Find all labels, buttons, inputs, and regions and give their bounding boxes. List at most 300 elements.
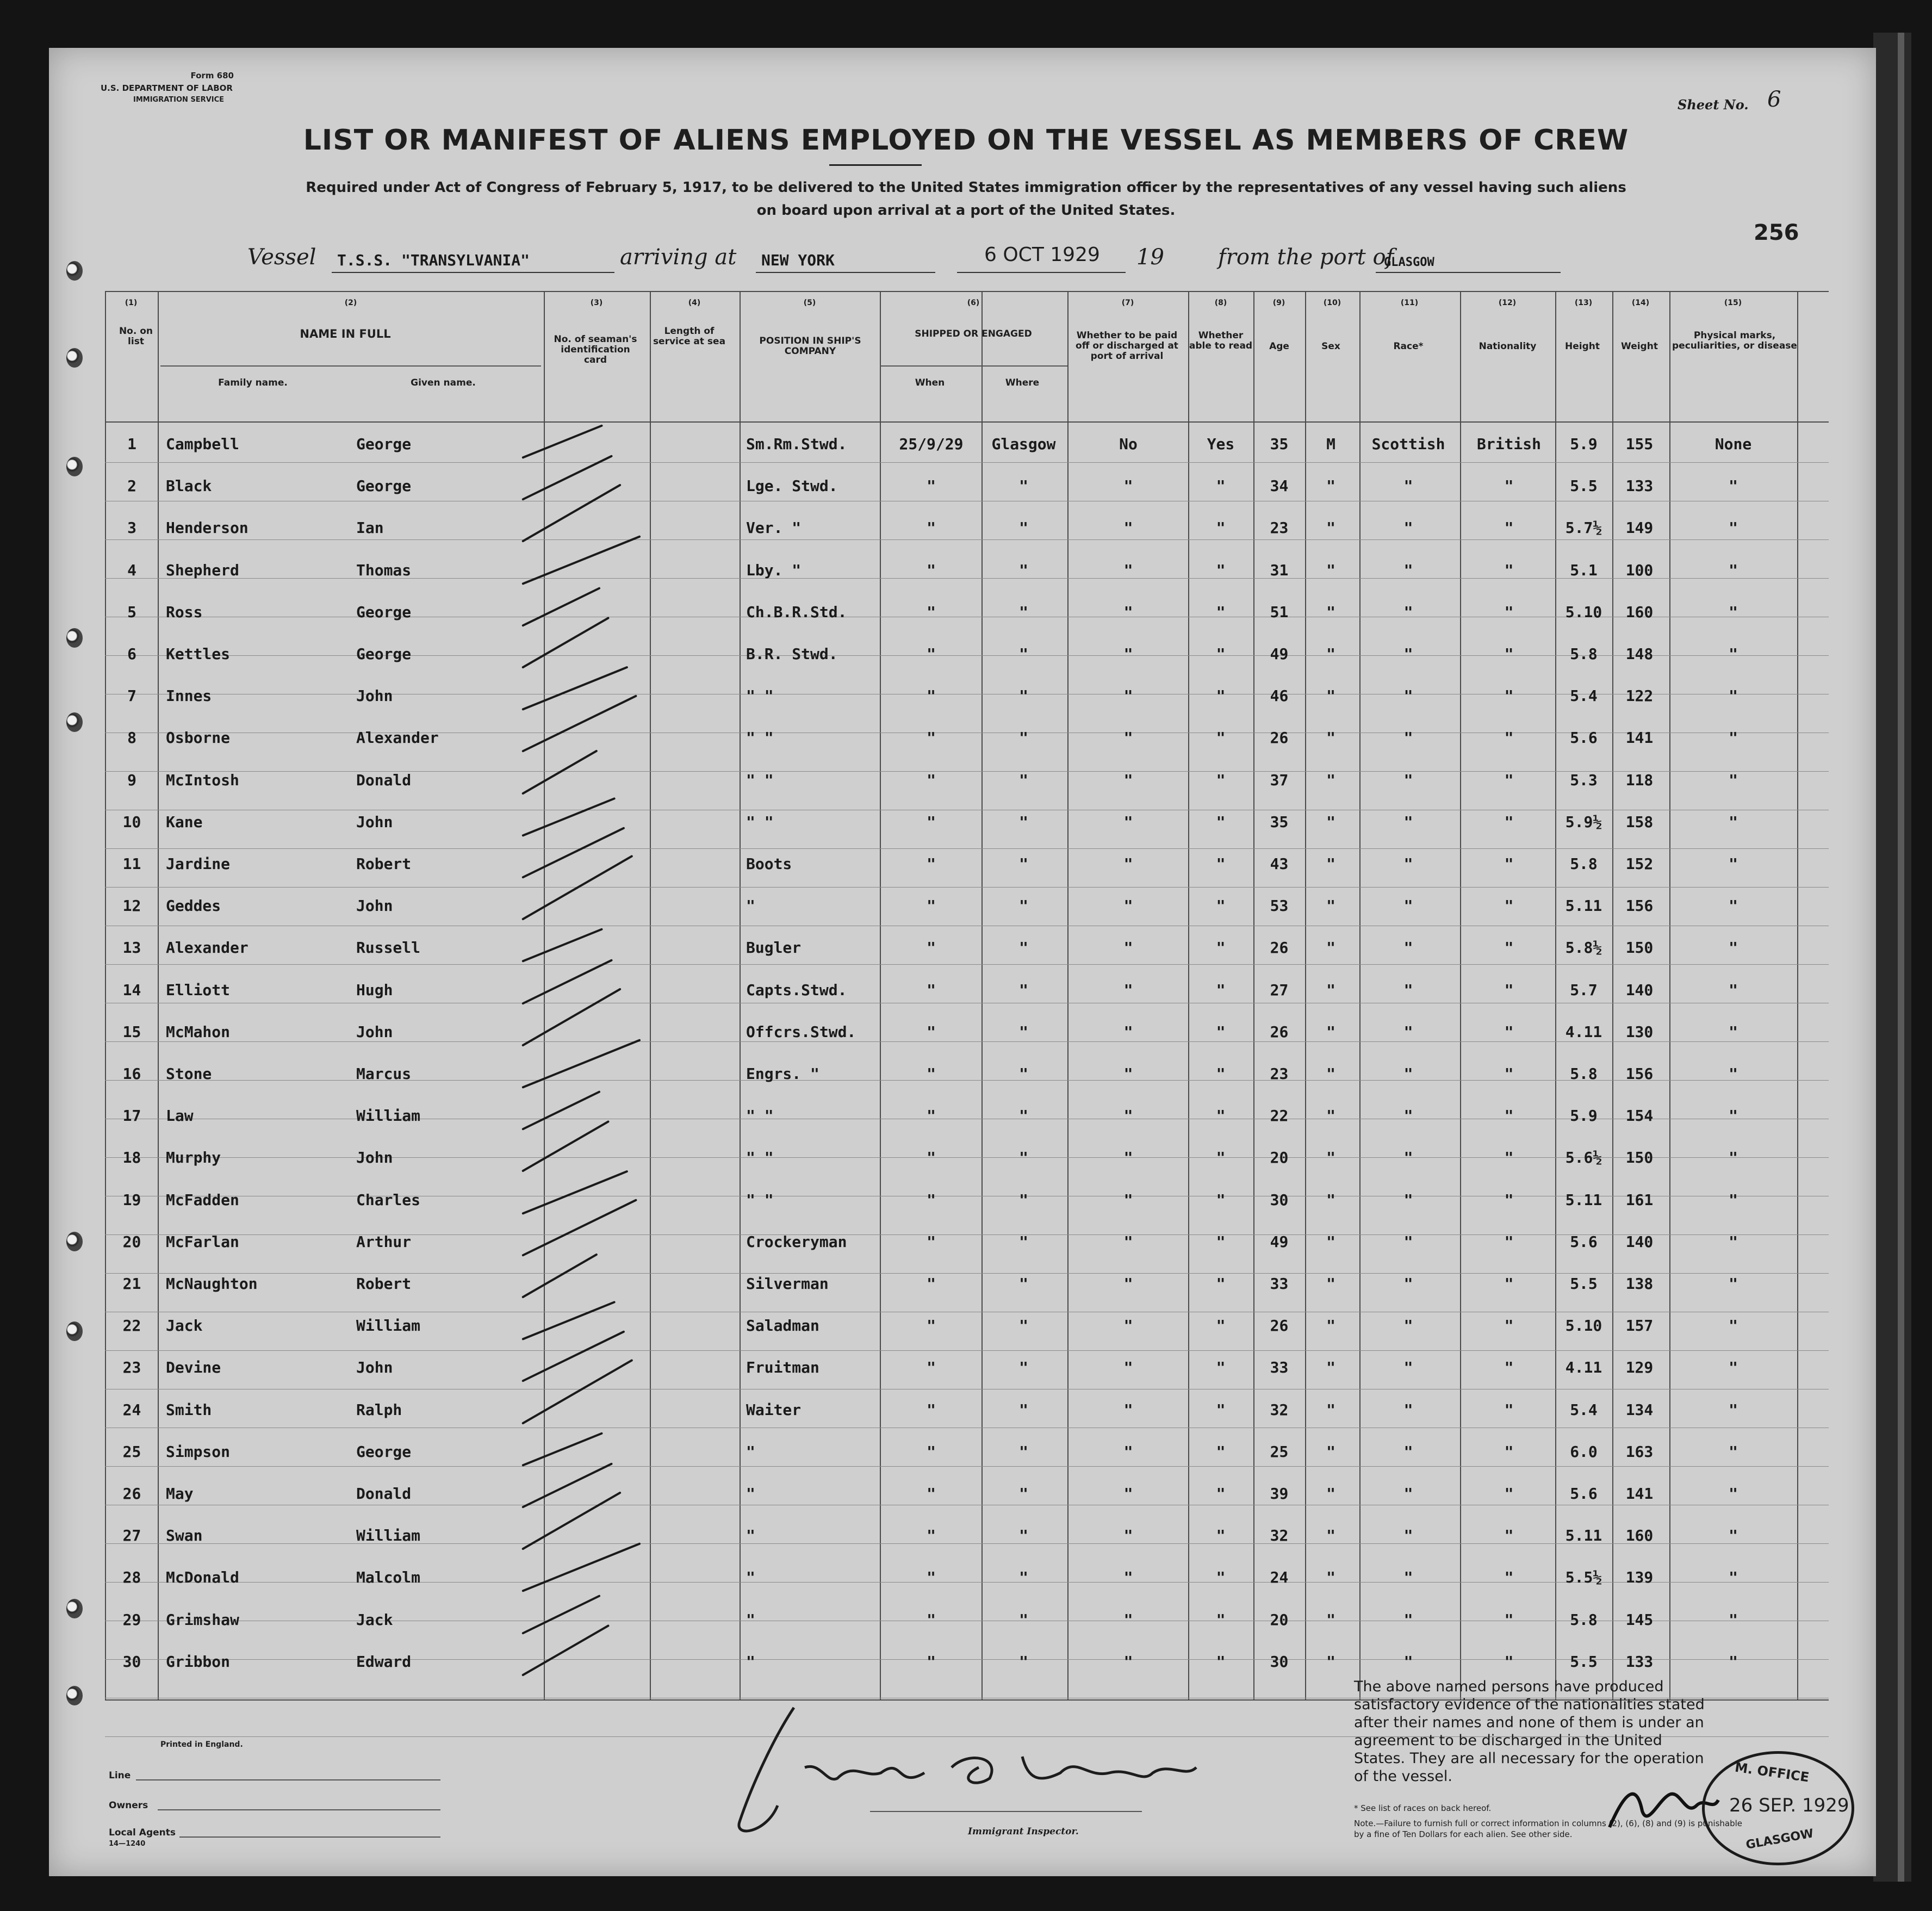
race: " [1403,771,1413,789]
shipped-when: " [927,477,936,495]
given-name: Robert [356,855,412,873]
race: " [1403,1442,1413,1461]
physical-marks: " [1729,1610,1738,1629]
physical-marks: " [1729,1232,1738,1251]
paid-off: " [1123,939,1133,957]
given-name: William [356,1317,421,1335]
family-name: Murphy [166,1149,221,1167]
paid-off: " [1123,1358,1133,1377]
page-edge [1873,33,1911,1882]
row-number: 8 [127,729,136,747]
height: 5.5 [1570,1275,1598,1293]
family-name: Campbell [166,435,239,453]
family-name: Henderson [166,519,249,537]
column-divider [105,291,106,1699]
height: 5.6 [1570,729,1598,747]
shipped-when: " [927,1652,936,1671]
col-sex-header: Sex [1321,341,1340,352]
paid-off: No [1119,435,1138,453]
column-divider [158,291,159,1699]
sex: " [1326,477,1335,495]
paid-off: " [1123,1190,1133,1209]
punch-hole [66,1686,83,1705]
shipped-when: " [927,1400,936,1419]
able-to-read: " [1216,981,1226,999]
weight: 133 [1625,1652,1654,1671]
row-number: 23 [122,1358,141,1377]
height: 5.11 [1565,897,1602,915]
given-name: George [356,603,412,621]
nationality: " [1504,1527,1514,1545]
physical-marks: " [1729,981,1738,999]
age: 51 [1270,603,1289,621]
family-name: Simpson [166,1442,231,1461]
shipped-where: " [1019,1275,1028,1293]
position: " [746,1527,755,1545]
sheet-number: 6 [1767,87,1781,112]
column-number: (13) [1574,299,1593,307]
shipped-where: " [1019,729,1028,747]
given-name: Ian [356,519,384,537]
weight: 118 [1625,771,1654,789]
age: 37 [1270,771,1289,789]
sex: " [1326,1527,1335,1545]
given-name: Russell [356,939,421,957]
penalty-note: Note.—Failure to furnish full or correct information in columns (2), (6), (8) and (9) is punishable by a fine of Ten Dollars for each alien. See other side. [1354,1819,1743,1839]
column-number: (4) [688,299,701,307]
column-number: (9) [1272,299,1285,307]
line-label: Line [109,1770,131,1781]
column-number: (10) [1323,299,1341,307]
shipped-when: " [927,981,936,999]
shipped-where: " [1019,897,1028,915]
paid-off: " [1123,981,1133,999]
nationality: " [1504,1107,1514,1125]
shipped-when: " [927,645,936,663]
stamp-top-text: M. OFFICE [1734,1759,1810,1785]
able-to-read: " [1216,603,1226,621]
able-to-read: " [1216,1275,1226,1293]
race: " [1403,603,1413,621]
row-number: 7 [127,687,136,705]
column-number: (8) [1214,299,1227,307]
page-edge-strip [1898,33,1904,1882]
race: Scottish [1371,435,1445,453]
able-to-read: " [1216,1652,1226,1671]
shipped-where: " [1019,939,1028,957]
family-name: May [166,1485,194,1503]
race: " [1403,519,1413,537]
paid-off: " [1123,1400,1133,1419]
given-name: George [356,1442,412,1461]
weight: 140 [1625,981,1654,999]
col-height-header: Height [1565,341,1600,352]
agents-label: Local Agents [109,1827,176,1838]
column-number: (6) [967,299,980,307]
nationality: " [1504,645,1514,663]
paid-off: " [1123,561,1133,579]
age: 26 [1270,1317,1289,1335]
row-number: 3 [127,519,136,537]
subtitle-line-2: on board upon arrival at a port of the United States. [756,202,1176,219]
sex: " [1326,1022,1335,1041]
able-to-read: " [1216,939,1226,957]
weight: 100 [1625,561,1654,579]
family-name: Innes [166,687,212,705]
weight: 134 [1625,1400,1654,1419]
age: 22 [1270,1107,1289,1125]
able-to-read: " [1216,1022,1226,1041]
height: 5.8 [1570,1610,1598,1629]
able-to-read: " [1216,771,1226,789]
column-divider [1188,291,1189,1699]
family-name: Law [166,1107,194,1125]
age: 27 [1270,981,1289,999]
race: " [1403,1527,1413,1545]
shipped-where: " [1019,645,1028,663]
column-number: (15) [1724,299,1742,307]
sex: " [1326,1610,1335,1629]
shipped-where: " [1019,477,1028,495]
able-to-read: " [1216,729,1226,747]
paid-off: " [1123,1527,1133,1545]
shipped-where: " [1019,1442,1028,1461]
given-name: Marcus [356,1065,412,1083]
sex: " [1326,1442,1335,1461]
height: 5.9 [1570,1107,1598,1125]
sex: " [1326,1190,1335,1209]
sex: " [1326,1107,1335,1125]
col-name-header: NAME IN FULL [300,327,391,340]
position: Sm.Rm.Stwd. [746,435,847,453]
position: Silverman [746,1275,829,1293]
race: " [1403,1317,1413,1335]
physical-marks: " [1729,1358,1738,1377]
given-name: Robert [356,1275,412,1293]
arrival-port: NEW YORK [761,251,835,269]
shipped-when: " [927,1442,936,1461]
physical-marks: " [1729,1400,1738,1419]
nationality: " [1504,981,1514,999]
row-number: 27 [122,1527,141,1545]
shipped-when: " [927,1358,936,1377]
row-number: 5 [127,603,136,621]
race: " [1403,645,1413,663]
shipped-where: " [1019,561,1028,579]
physical-marks: " [1729,939,1738,957]
shipped-when: 25/9/29 [899,435,964,453]
row-number: 18 [122,1149,141,1167]
nationality: " [1504,561,1514,579]
shipped-where: " [1019,1610,1028,1629]
sex: " [1326,1065,1335,1083]
family-name: McDonald [166,1568,239,1587]
paid-off: " [1123,603,1133,621]
arriving-label: arriving at [620,245,737,270]
able-to-read: " [1216,561,1226,579]
race: " [1403,1190,1413,1209]
given-name: George [356,477,412,495]
sex: " [1326,771,1335,789]
shipped-when: " [927,1065,936,1083]
row-number: 6 [127,645,136,663]
shipped-where: " [1019,1400,1028,1419]
height: 4.11 [1565,1358,1602,1377]
position: " [746,1652,755,1671]
weight: 160 [1625,1527,1654,1545]
position: " " [746,1190,774,1209]
shipped-where: " [1019,1358,1028,1377]
position: " [746,1610,755,1629]
row-number: 10 [122,812,141,831]
sex: " [1326,1232,1335,1251]
given-name: Thomas [356,561,412,579]
height: 5.8 [1570,1065,1598,1083]
family-name: McMahon [166,1022,231,1041]
physical-marks: None [1714,435,1752,453]
col-length-header: Length of service at sea [653,326,726,347]
page-title: LIST OR MANIFEST OF ALIENS EMPLOYED ON THE VESSEL AS MEMBERS OF CREW [303,124,1629,157]
shipped-where: " [1019,1107,1028,1125]
race: " [1403,1065,1413,1083]
race: " [1403,561,1413,579]
shipped-where: " [1019,771,1028,789]
physical-marks: " [1729,1442,1738,1461]
age: 49 [1270,1232,1289,1251]
height: 5.8 [1570,855,1598,873]
weight: 152 [1625,855,1654,873]
family-name: Stone [166,1065,212,1083]
paid-off: " [1123,1275,1133,1293]
family-name: Devine [166,1358,221,1377]
weight: 161 [1625,1190,1654,1209]
sex: " [1326,1149,1335,1167]
weight: 141 [1625,729,1654,747]
given-name: Hugh [356,981,393,999]
family-name: Elliott [166,981,231,999]
position: Fruitman [746,1358,819,1377]
paid-off: " [1123,477,1133,495]
page-number: 256 [1754,220,1799,245]
height: 5.4 [1570,1400,1598,1419]
shipped-where: " [1019,1317,1028,1335]
shipped-when: " [927,1022,936,1041]
column-divider [1460,291,1461,1699]
physical-marks: " [1729,1527,1738,1545]
row-number: 22 [122,1317,141,1335]
punch-hole [66,1599,83,1618]
column-number: (3) [590,299,603,307]
shipped-when: " [927,687,936,705]
physical-marks: " [1729,1107,1738,1125]
sheet-label: Sheet No. [1678,97,1749,113]
age: 33 [1270,1275,1289,1293]
weight: 158 [1625,812,1654,831]
shipped-where: " [1019,1485,1028,1503]
able-to-read: " [1216,1527,1226,1545]
column-divider [880,291,881,1699]
age: 26 [1270,939,1289,957]
age: 35 [1270,812,1289,831]
weight: 154 [1625,1107,1654,1125]
paid-off: " [1123,1442,1133,1461]
shipped-when: " [927,519,936,537]
able-to-read: " [1216,1568,1226,1587]
weight: 122 [1625,687,1654,705]
position: Lge. Stwd. [746,477,838,495]
position: " " [746,1149,774,1167]
year-label: 19 [1136,245,1164,270]
family-name: Ross [166,603,203,621]
given-name: John [356,1358,393,1377]
age: 26 [1270,1022,1289,1041]
row-rule [105,964,1829,965]
given-name: John [356,687,393,705]
height: 5.11 [1565,1527,1602,1545]
row-rule [105,1350,1829,1351]
able-to-read: " [1216,1232,1226,1251]
row-number: 30 [122,1652,141,1671]
weight: 150 [1625,939,1654,957]
age: 31 [1270,561,1289,579]
shipped-where: " [1019,519,1028,537]
family-name: Osborne [166,729,231,747]
age: 49 [1270,645,1289,663]
shipped-where: " [1019,1065,1028,1083]
column-number: (2) [344,299,357,307]
age: 34 [1270,477,1289,495]
family-name: Swan [166,1527,203,1545]
shipped-when: " [927,1149,936,1167]
able-to-read: " [1216,1190,1226,1209]
paid-off: " [1123,1568,1133,1587]
from-port-label: from the port of [1218,245,1394,270]
nationality: " [1504,771,1514,789]
weight: 140 [1625,1232,1654,1251]
weight: 156 [1625,897,1654,915]
departure-port: GLASGOW [1384,256,1434,269]
given-name: William [356,1107,421,1125]
able-to-read: " [1216,1485,1226,1503]
shipped-where: " [1019,812,1028,831]
able-to-read: " [1216,1442,1226,1461]
race: " [1403,1652,1413,1671]
column-number: (11) [1400,299,1419,307]
sex: " [1326,1652,1335,1671]
family-name: McIntosh [166,771,239,789]
col-read-header: Whether able to read [1189,330,1253,351]
weight: 150 [1625,1149,1654,1167]
given-name: Donald [356,771,412,789]
able-to-read: " [1216,1317,1226,1335]
owners-label: Owners [109,1800,148,1811]
height: 5.10 [1565,603,1602,621]
row-number: 14 [122,981,141,999]
nationality: " [1504,1485,1514,1503]
nationality: British [1476,435,1541,453]
punch-hole [66,261,83,281]
row-number: 24 [122,1400,141,1419]
shipped-when: " [927,812,936,831]
punch-hole [66,712,83,732]
given-name: Alexander [356,729,439,747]
paid-off: " [1123,1022,1133,1041]
shipped-when: " [927,1232,936,1251]
height: 5.6 [1570,1485,1598,1503]
physical-marks: " [1729,1065,1738,1083]
manifest-sheet [49,48,1876,1876]
nationality: " [1504,1232,1514,1251]
nationality: " [1504,729,1514,747]
height: 5.7½ [1565,519,1602,537]
shipped-when: " [927,1568,936,1587]
given-name: George [356,645,412,663]
col-id-card-header: No. of seaman's identification card [554,334,637,365]
nationality: " [1504,603,1514,621]
punch-hole [66,1321,83,1341]
family-name: Alexander [166,939,249,957]
paid-off: " [1123,1065,1133,1083]
race: " [1403,1275,1413,1293]
able-to-read: " [1216,812,1226,831]
stamp-bottom-text: GLASGOW [1744,1827,1815,1852]
given-name: Charles [356,1190,421,1209]
nationality: " [1504,477,1514,495]
paid-off: " [1123,519,1133,537]
weight: 163 [1625,1442,1654,1461]
position: Lby. " [746,561,802,579]
sex: " [1326,897,1335,915]
certification-text: The above named persons have produced satisfactory evidence of the nationalities stated after their names and none of them is under an agreement to be discharged in the United States. They are all necessary for the operation of the vessel. [1354,1678,1705,1785]
race: " [1403,897,1413,915]
shipped-where: " [1019,603,1028,621]
weight: 157 [1625,1317,1654,1335]
paid-off: " [1123,855,1133,873]
paid-off: " [1123,1149,1133,1167]
physical-marks: " [1729,1485,1738,1503]
column-divider [1067,291,1068,1699]
race: " [1403,1149,1413,1167]
sex: " [1326,1485,1335,1503]
able-to-read: " [1216,477,1226,495]
paid-off: " [1123,1232,1133,1251]
family-name: Grimshaw [166,1610,239,1629]
race: " [1403,939,1413,957]
physical-marks: " [1729,477,1738,495]
col-no-header: No. on list [119,326,153,347]
shipped-where: " [1019,981,1028,999]
weight: 155 [1625,435,1654,453]
shipped-where: " [1019,1232,1028,1251]
given-name: Edward [356,1652,412,1671]
able-to-read: " [1216,1358,1226,1377]
nationality: " [1504,1400,1514,1419]
age: 46 [1270,687,1289,705]
sex: " [1326,603,1335,621]
shipped-where: " [1019,855,1028,873]
physical-marks: " [1729,897,1738,915]
family-name: McFarlan [166,1232,239,1251]
race: " [1403,855,1413,873]
age: 20 [1270,1610,1289,1629]
row-number: 17 [122,1107,141,1125]
position: " [746,1568,755,1587]
row-number: 21 [122,1275,141,1293]
row-number: 20 [122,1232,141,1251]
shipped-when: " [927,1317,936,1335]
given-name: Donald [356,1485,412,1503]
sex: " [1326,939,1335,957]
